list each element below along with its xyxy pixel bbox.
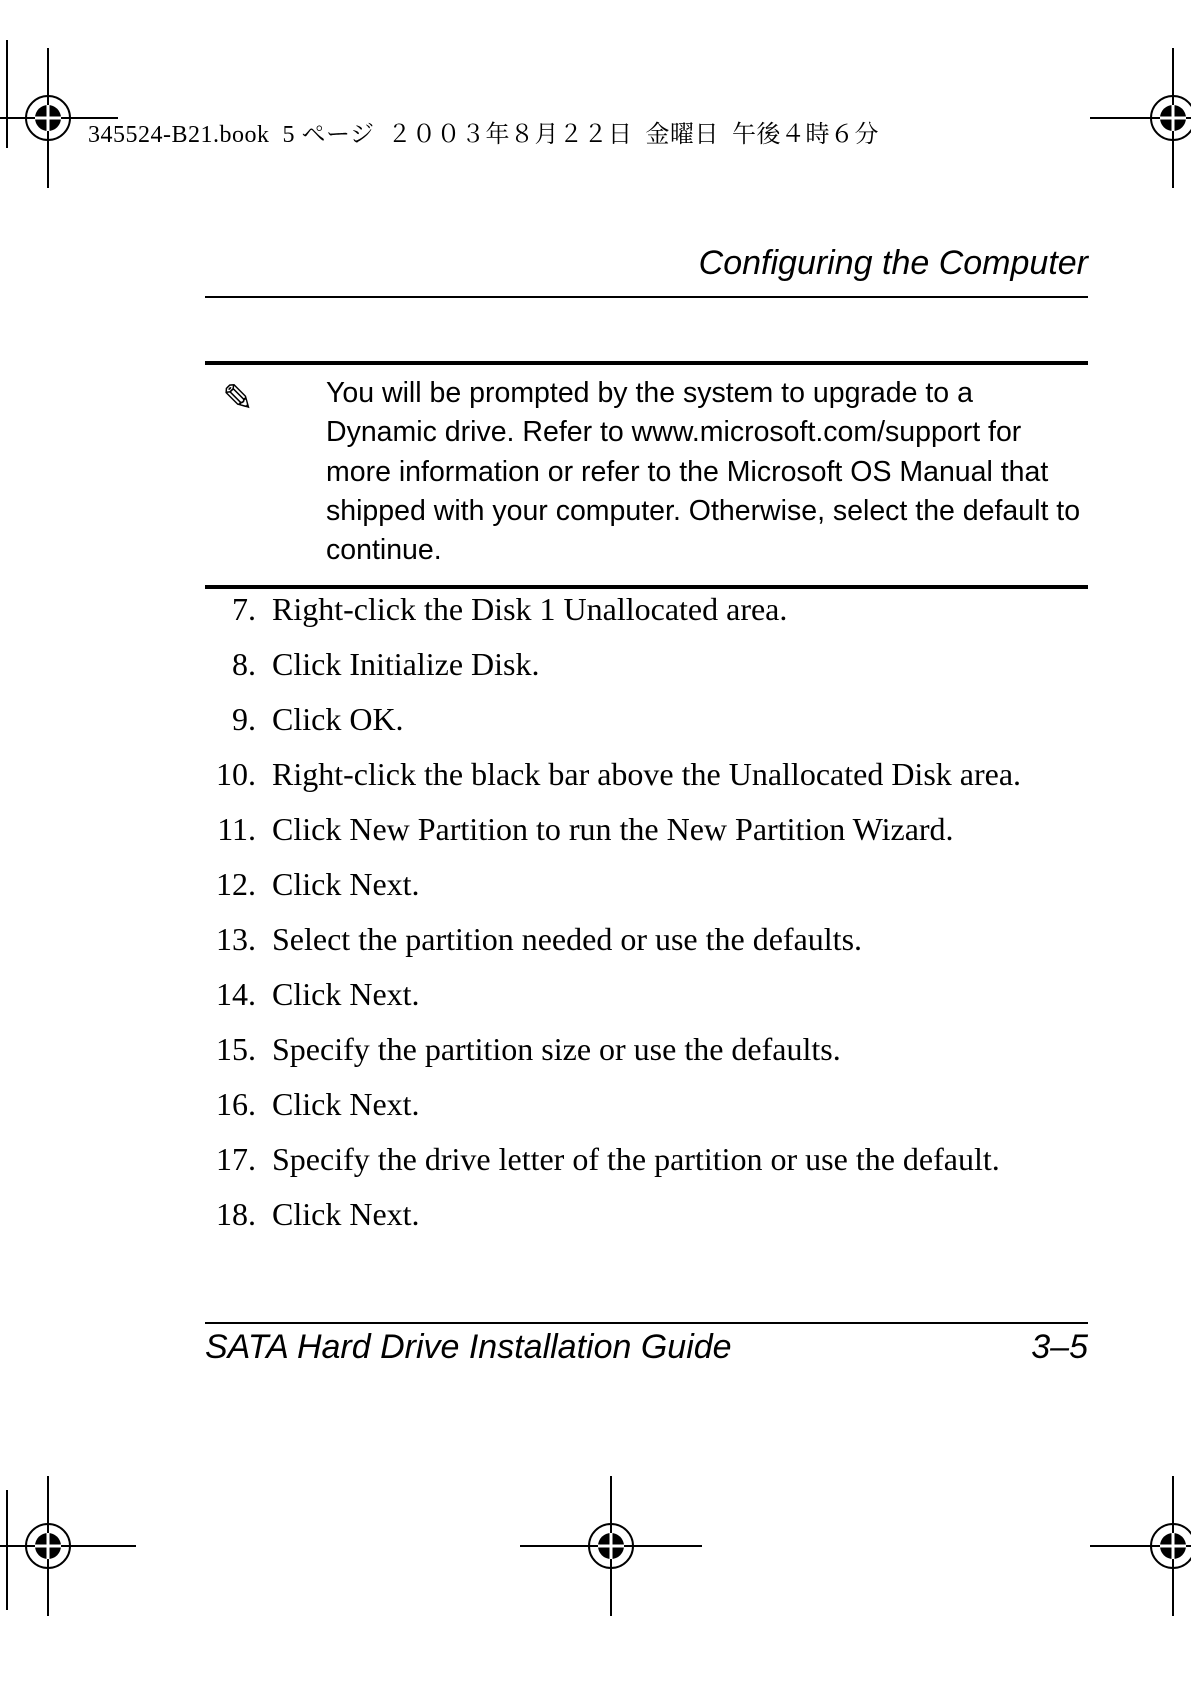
step-number: 16. xyxy=(216,1086,256,1122)
list-item xyxy=(190,646,1090,701)
pencil-note-icon: ✎ xyxy=(222,378,254,420)
crop-line-top-right xyxy=(1090,117,1140,119)
step-number: 11. xyxy=(217,811,256,847)
steps-list xyxy=(190,591,1090,1251)
list-item xyxy=(190,976,1090,1031)
note-top-rule xyxy=(205,361,1088,365)
step-text: Click Next. xyxy=(272,866,420,902)
list-item xyxy=(190,1141,1090,1196)
step-text: Click Next. xyxy=(272,976,420,1012)
step-text: Click Initialize Disk. xyxy=(272,646,540,682)
note-text: You will be prompted by the system to upgrade to a Dynamic drive. Refer to www.microsoft.com/support for more information or refer to the Microsoft OS Manual that shipped with your computer. Otherwise, select the default to continue. xyxy=(326,377,1081,567)
list-item xyxy=(190,1031,1090,1086)
page-number: 3–5 xyxy=(1031,1328,1088,1366)
step-text: Specify the partition size or use the defaults. xyxy=(272,1031,841,1067)
crop-line-bottom-right xyxy=(1090,1545,1140,1547)
step-text: Right-click the black bar above the Unallocated Disk area. xyxy=(272,756,1022,792)
crop-line-bottom-center-left xyxy=(520,1545,550,1547)
list-item xyxy=(190,866,1090,921)
step-text: Right-click the Disk 1 Unallocated area. xyxy=(272,591,788,627)
step-number: 18. xyxy=(216,1196,256,1232)
list-item xyxy=(190,701,1090,756)
crop-line-bottom-left xyxy=(100,1545,136,1547)
crop-line-top-left-vertical xyxy=(6,40,8,148)
step-text: Click Next. xyxy=(272,1196,420,1232)
step-number: 12. xyxy=(216,866,256,902)
footer-rule xyxy=(205,1322,1088,1324)
list-item xyxy=(190,1196,1090,1251)
step-text: Click OK. xyxy=(272,701,404,737)
footer-title: SATA Hard Drive Installation Guide xyxy=(205,1328,732,1366)
list-item xyxy=(190,921,1090,976)
step-text: Select the partition needed or use the defaults. xyxy=(272,921,863,957)
step-number: 8. xyxy=(232,646,256,682)
step-text: Specify the drive letter of the partition or use the default. xyxy=(272,1141,1000,1177)
step-number: 9. xyxy=(232,701,256,737)
step-text: Click Next. xyxy=(272,1086,420,1122)
list-item xyxy=(190,1086,1090,1141)
step-number: 15. xyxy=(216,1031,256,1067)
header-rule xyxy=(205,296,1088,298)
printer-slug: 345524-B21.book 5 ページ ２００３年８月２２日 金曜日 午後４時６分 xyxy=(88,122,880,148)
list-item xyxy=(190,756,1090,811)
list-item xyxy=(190,591,1090,646)
list-item xyxy=(190,811,1090,866)
registration-mark-bottom-center-icon xyxy=(541,1476,681,1616)
crop-line-bottom-center-right xyxy=(672,1545,702,1547)
note-bottom-rule xyxy=(205,585,1088,589)
step-number: 14. xyxy=(216,976,256,1012)
running-head: Configuring the Computer xyxy=(698,244,1088,282)
step-number: 10. xyxy=(216,756,256,792)
step-number: 7. xyxy=(232,591,256,627)
step-number: 17. xyxy=(216,1141,256,1177)
step-number: 13. xyxy=(216,921,256,957)
crop-line-bottom-left-vertical xyxy=(6,1490,8,1610)
step-text: Click New Partition to run the New Partition Wizard. xyxy=(272,811,954,847)
